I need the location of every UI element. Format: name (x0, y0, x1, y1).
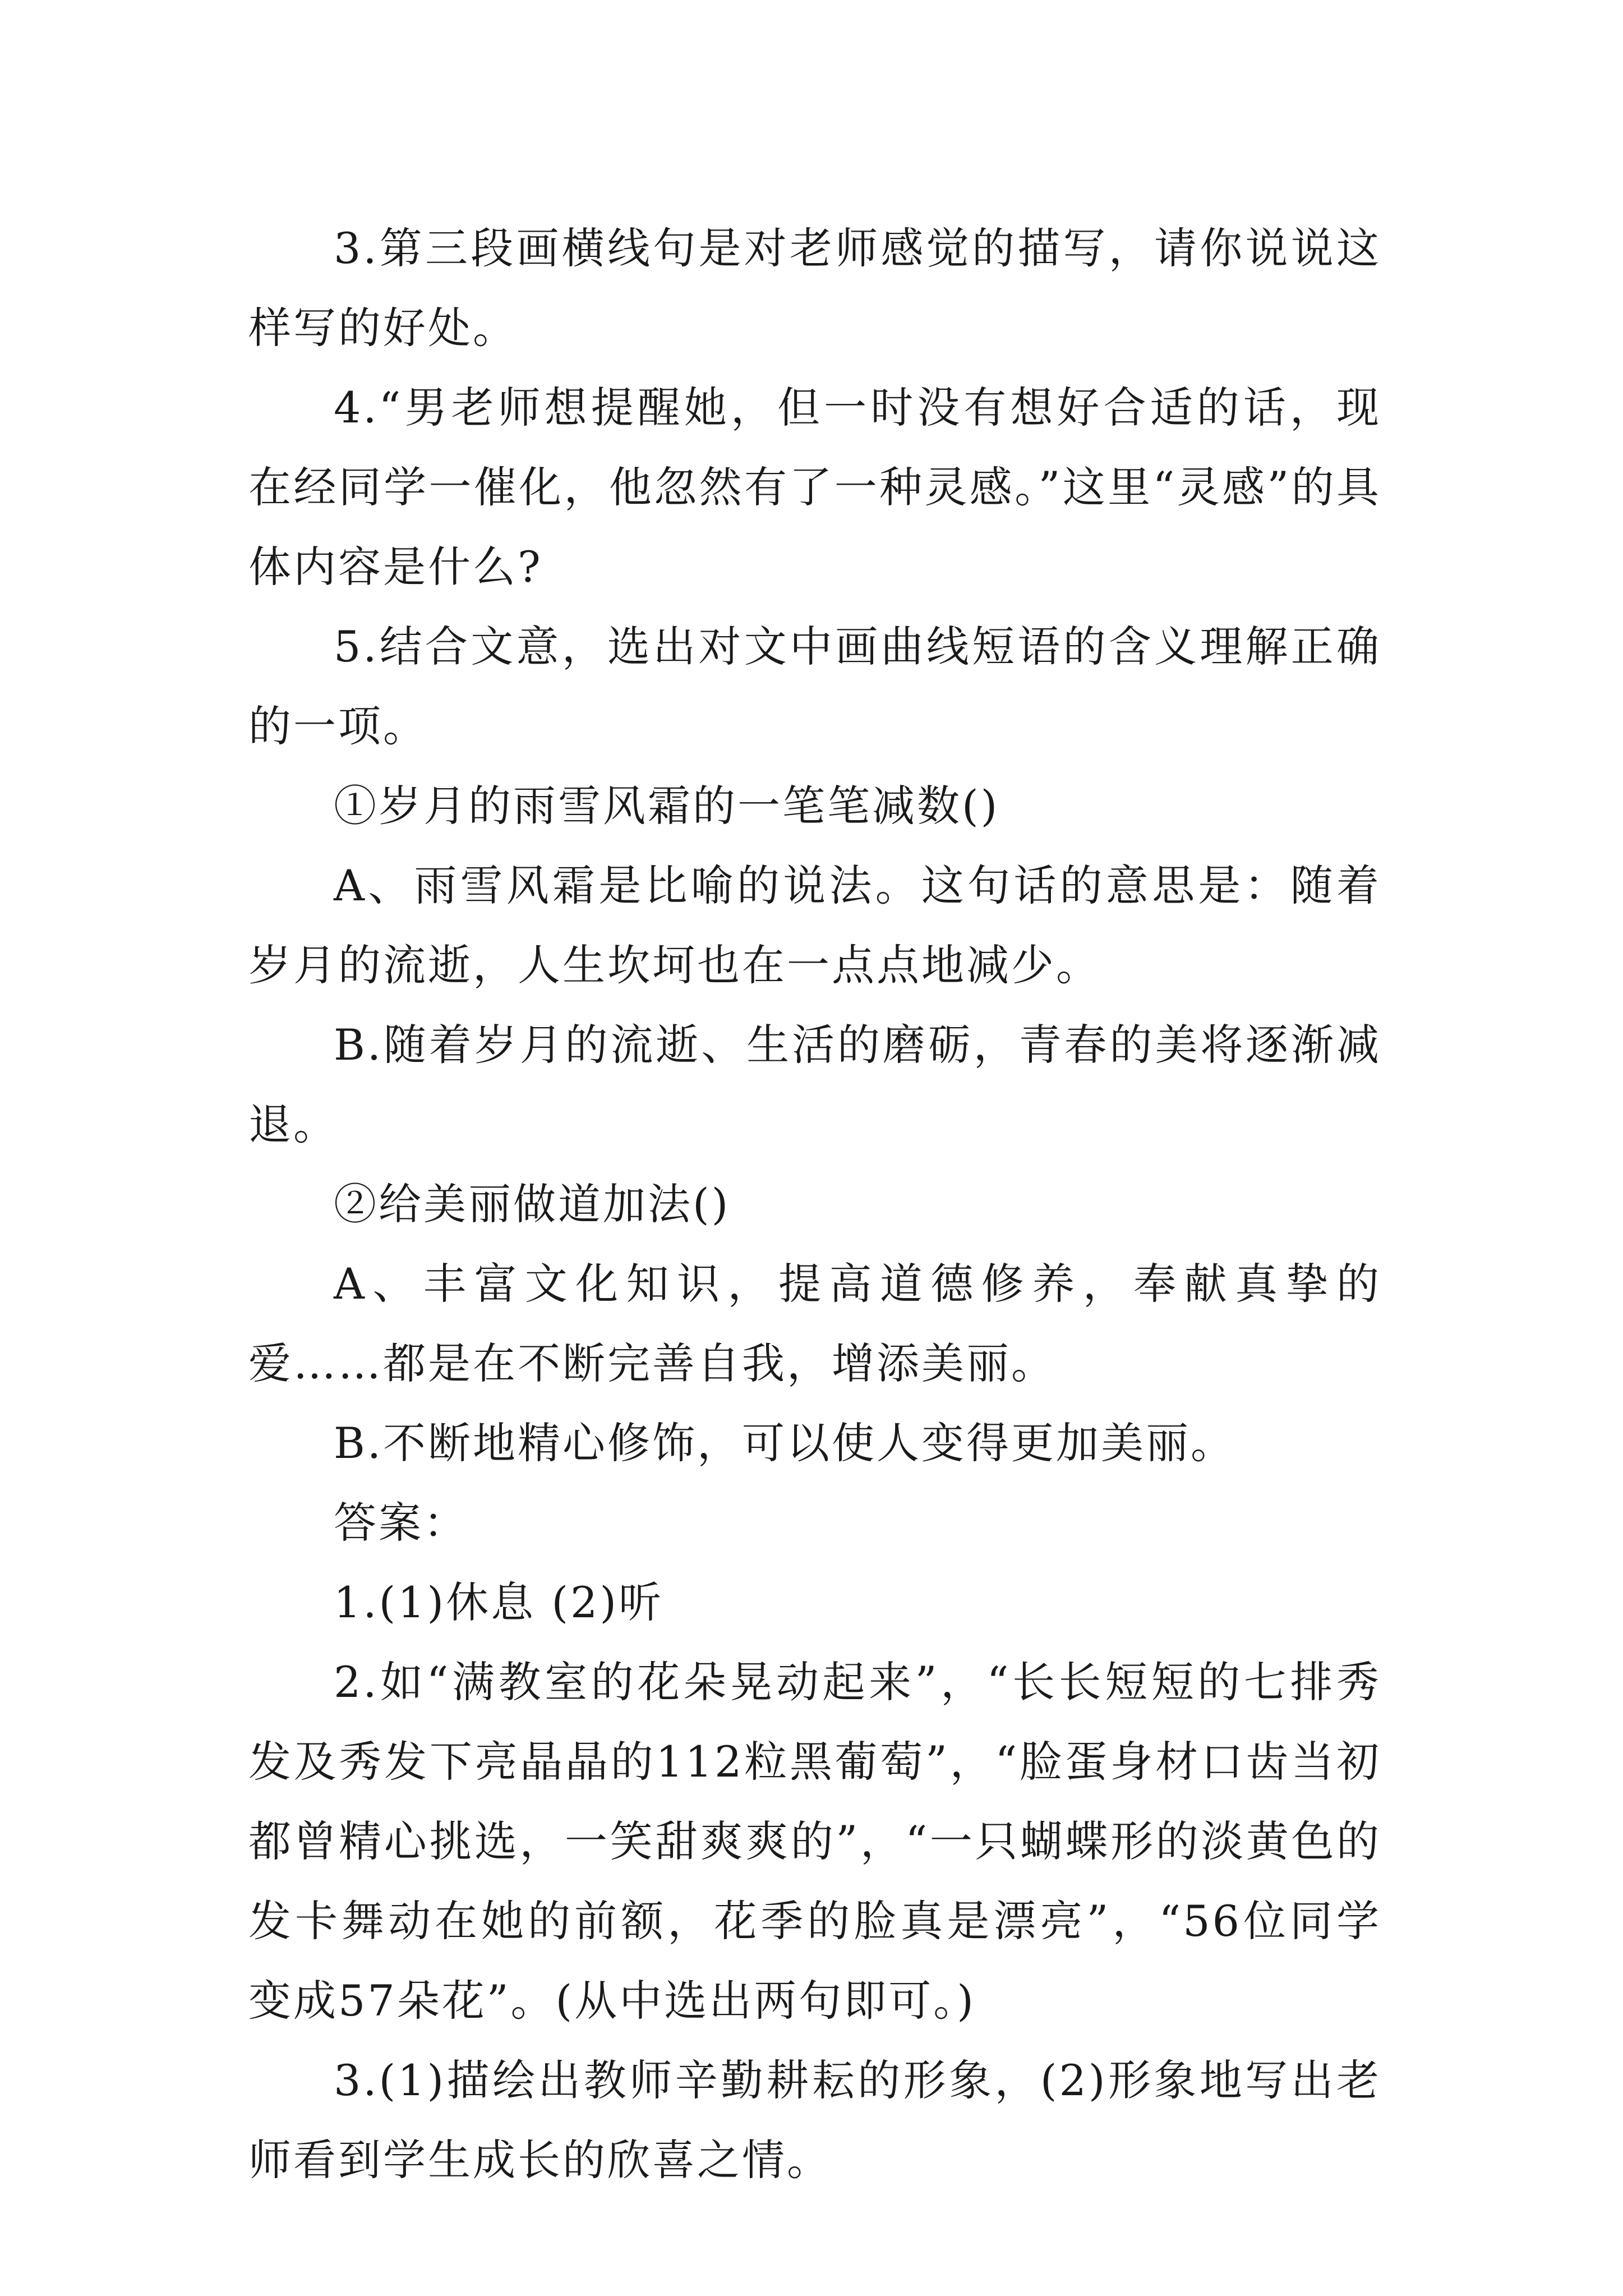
sub-question-1: ①岁月的雨雪风霜的一笔笔减数() (334, 781, 1000, 831)
answer-1: 1.(1)休息 (2)听 (334, 1577, 663, 1627)
sub-question-2-option-a: A、丰富文化知识，提高道德修养，奉献真挚的爱……都是在不断完善自我，增添美丽。 (248, 1259, 1381, 1388)
question-3: 3.第三段画横线句是对老师感觉的描写，请你说说这样写的好处。 (248, 223, 1381, 353)
question-5: 5.结合文意，选出对文中画曲线短语的含义理解正确的一项。 (248, 622, 1381, 751)
sub-question-2: ②给美丽做道加法() (334, 1179, 731, 1229)
sub-question-1-option-b: B.随着岁月的流逝、生活的磨砺，青春的美将逐渐减退。 (248, 1020, 1381, 1149)
sub-question-1-option-a: A、雨雪风霜是比喻的说法。这句话的意思是：随着岁月的流逝，人生坎坷也在一点点地减少。 (248, 861, 1381, 990)
answer-3: 3.(1)描绘出教师辛勤耕耘的形象，(2)形象地写出老师看到学生成长的欣喜之情。 (248, 2055, 1381, 2185)
question-4: 4.“男老师想提醒她，但一时没有想好合适的话，现在经同学一催化，他忽然有了一种灵感。”这里“灵感”的具体内容是什么? (248, 383, 1381, 592)
answer-2: 2.如“满教室的花朵晃动起来”，“长长短短的七排秀发及秀发下亮晶晶的112粒黑葡萄”，“脸蛋身材口齿当初都曾精心挑选，一笑甜爽爽的”，“一只蝴蝶形的淡黄色的发卡舞动在她的前额，花季的脸真是漂亮”，“56位同学变成57朵花”。(从中选出两句即可。) (248, 1657, 1381, 2026)
answer-heading: 答案： (334, 1498, 468, 1548)
document-body (248, 209, 1381, 2200)
sub-question-2-option-b: B.不断地精心修饰，可以使人变得更加美丽。 (334, 1418, 1236, 1468)
